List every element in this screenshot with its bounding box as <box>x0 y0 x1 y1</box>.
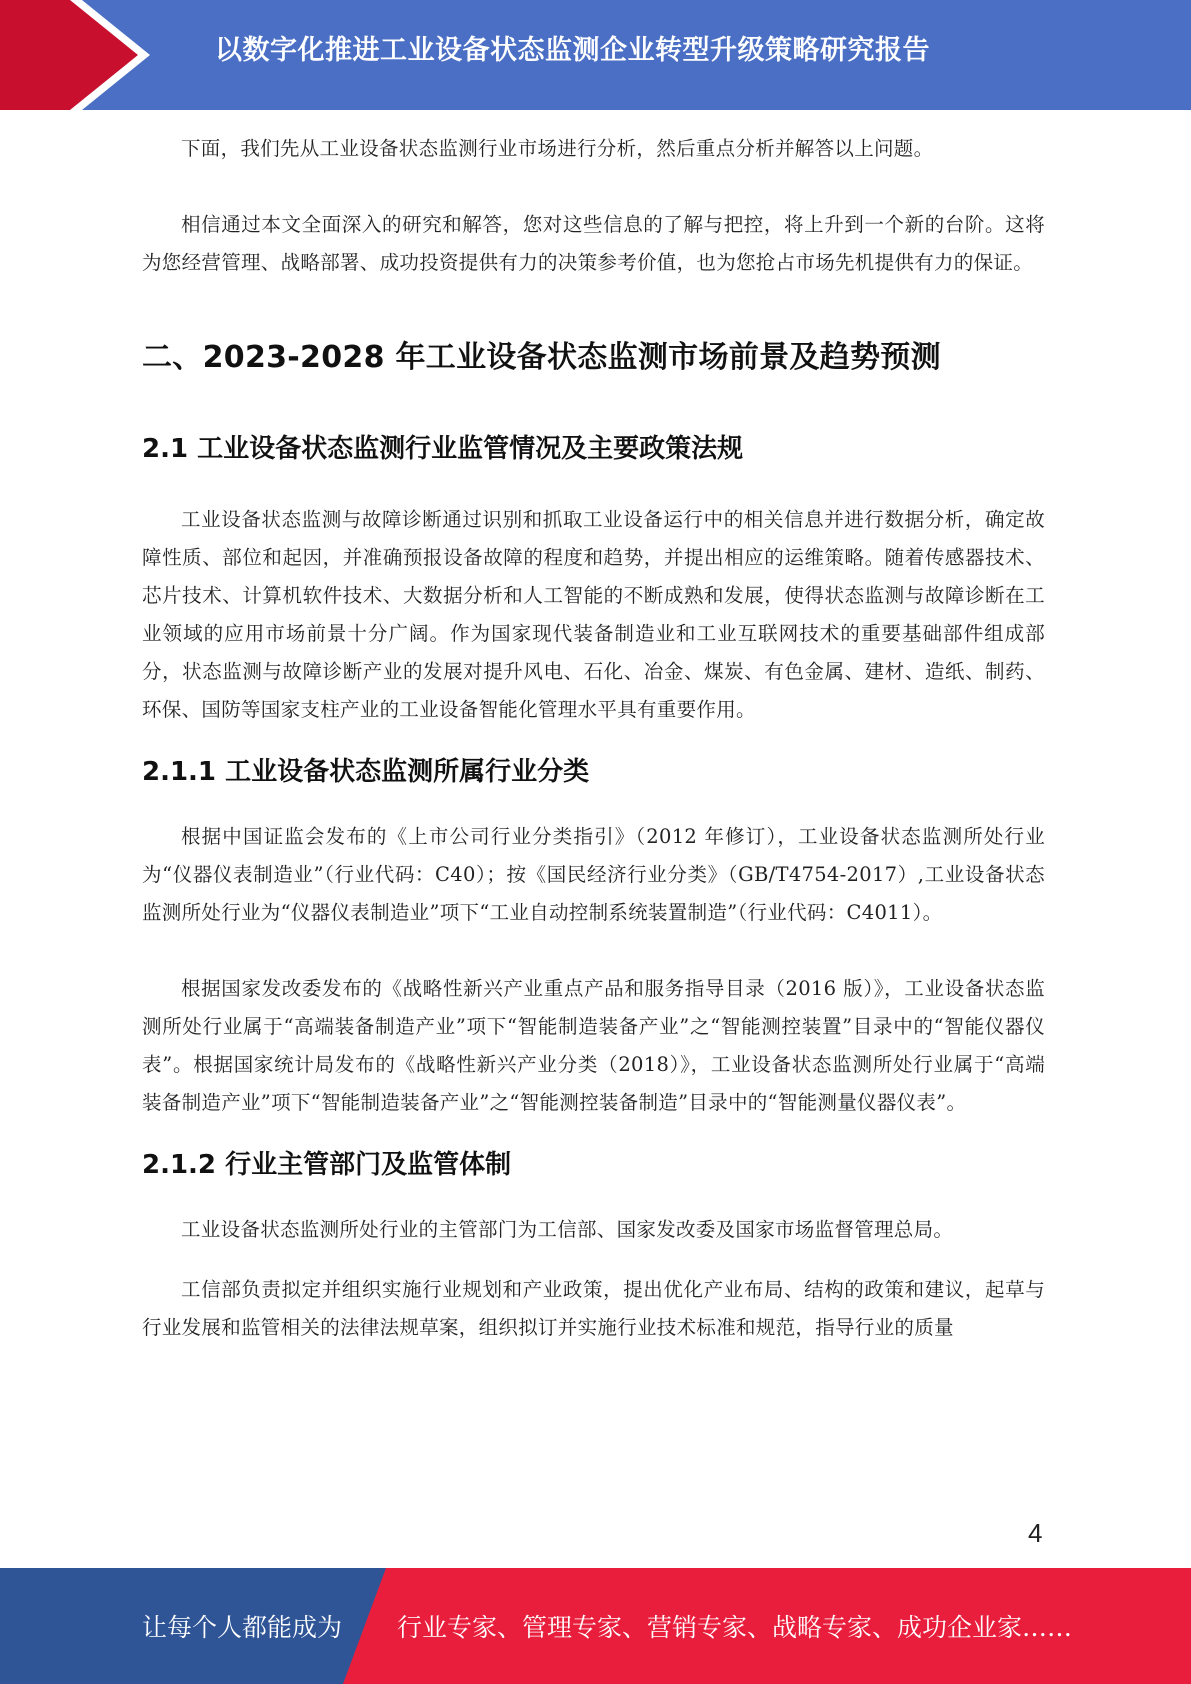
report-title: 以数字化推进工业设备状态监测企业转型升级策略研究报告 <box>215 35 930 66</box>
subsection-2-1-2-paragraph-2: 工信部负责拟定并组织实施行业规划和产业政策，提出优化产业布局、结构的政策和建议，起草与行业发展和监管相关的法律法规草案，组织拟订并实施行业技术标准和规范，指导行业的质量 <box>142 1278 1045 1339</box>
footer-slogan-right: 行业专家、管理专家、营销专家、战略专家、成功企业家…… <box>397 1613 1073 1642</box>
subsection-2-1-1-paragraph-2: 根据国家发改委发布的《战略性新兴产业重点产品和服务指导目录（2016 版）》，工业设备状态监测所处行业属于“高端装备制造产业”项下“智能制造装备产业”之“智能测控装置”目录中的“智能仪器仪表”。根据国家统计局发布的《战略性新兴产业分类（2018）》，工业设备状态监测所处行业属于“高端装备制造产业”项下“智能制造装备产业”之“智能测控装备制造”目录中的“智能测量仪器仪表”。 <box>142 977 1045 1114</box>
footer-slogan-left: 让每个人都能成为 <box>142 1613 343 1642</box>
intro-paragraph-1: 下面，我们先从工业设备状态监测行业市场进行分析，然后重点分析并解答以上问题。 <box>181 137 934 160</box>
red-chevron-decoration <box>0 0 150 110</box>
subsection-2-1-2-paragraph-1: 工业设备状态监测所处行业的主管部门为工信部、国家发改委及国家市场监督管理总局。 <box>181 1218 954 1241</box>
subsection-2-1-1-paragraph-1: 根据中国证监会发布的《上市公司行业分类指引》（2012 年修订），工业设备状态监测所处行业为“仪器仪表制造业”（行业代码：C40）；按《国民经济行业分类》（GB/T4754-2017）,工业设备状态监测所处行业为“仪器仪表制造业”项下“工业自动控制系统装置制造”（行业代码：C4011）。 <box>142 825 1045 924</box>
subsection-2-1-2-heading: 2.1.2 行业主管部门及监管体制 <box>142 1150 512 1180</box>
subsection-2-1-heading: 2.1 工业设备状态监测行业监管情况及主要政策法规 <box>142 434 744 464</box>
subsection-2-1-1-heading: 2.1.1 工业设备状态监测所属行业分类 <box>142 757 590 787</box>
page-header-banner <box>0 0 1191 110</box>
page-number: 4 <box>1028 1518 1043 1548</box>
page-footer-banner <box>0 1568 1191 1684</box>
subsection-2-1-paragraph: 工业设备状态监测与故障诊断通过识别和抓取工业设备运行中的相关信息并进行数据分析，确定故障性质、部位和起因，并准确预报设备故障的程度和趋势，并提出相应的运维策略。随着传感器技术、芯片技术、计算机软件技术、大数据分析和人工智能的不断成熟和发展，使得状态监测与故障诊断在工业领域的应用市场前景十分广阔。作为国家现代装备制造业和工业互联网技术的重要基础部件组成部分，状态监测与故障诊断产业的发展对提升风电、石化、冶金、煤炭、有色金属、建材、造纸、制药、环保、国防等国家支柱产业的工业设备智能化管理水平具有重要作用。 <box>142 508 1045 721</box>
intro-paragraph-2: 相信通过本文全面深入的研究和解答，您对这些信息的了解与把控，将上升到一个新的台阶。这将为您经营管理、战略部署、成功投资提供有力的决策参考价值，也为您抢占市场先机提供有力的保证。 <box>142 213 1045 274</box>
document-body <box>142 130 1045 1347</box>
section-2-heading: 二、2023-2028 年工业设备状态监测市场前景及趋势预测 <box>142 340 941 375</box>
